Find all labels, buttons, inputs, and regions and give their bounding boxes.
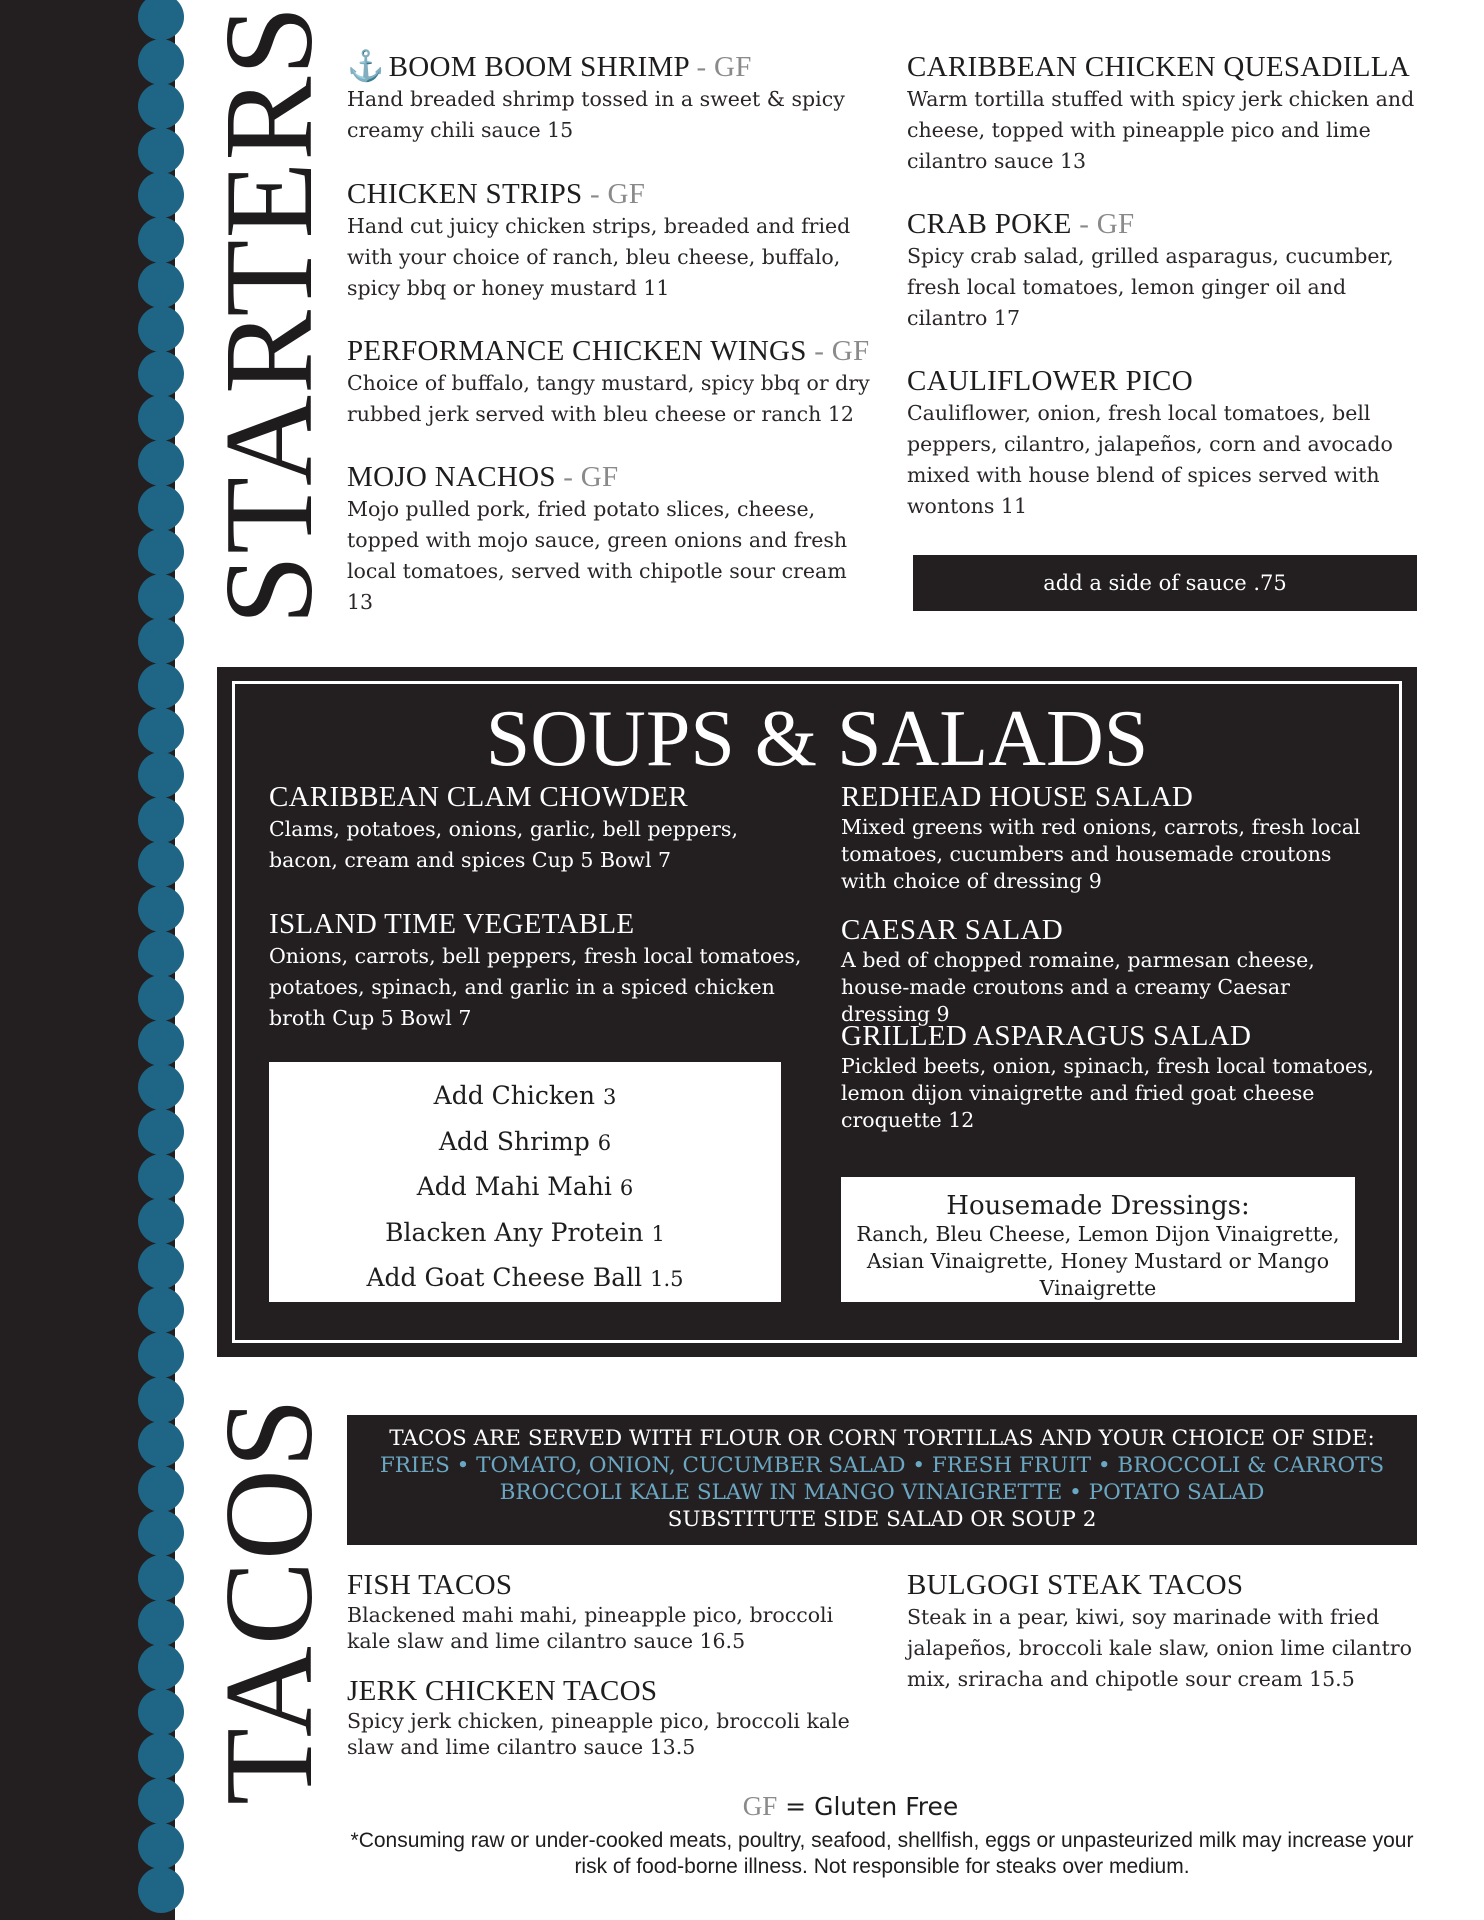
item-name: MOJO NACHOS (347, 461, 556, 493)
item-name: GRILLED ASPARAGUS SALAD (841, 1020, 1252, 1052)
dot-ornament (138, 1867, 184, 1913)
dot-ornament (138, 1555, 184, 1601)
tacos-heading: TACOS (200, 1397, 339, 1805)
item-description: Hand cut juicy chicken strips, breaded and fried with your choice of ranch, bleu cheese, buffalo, spicy bbq or honey mustard 11 (347, 214, 851, 300)
item-description: Mixed greens with red onions, carrots, fresh local tomatoes, cucumbers and housemade croutons with choice of dressing 9 (841, 815, 1361, 893)
addon-label: Add Goat Cheese Ball (366, 1263, 643, 1292)
dot-ornament (138, 1644, 184, 1690)
dot-ornament (138, 1823, 184, 1869)
tacos-intro: TACOS ARE SERVED WITH FLOUR OR CORN TORTILLAS AND YOUR CHOICE OF SIDE: (389, 1426, 1375, 1451)
dot-ornament (138, 841, 184, 887)
dot-ornament (138, 663, 184, 709)
dot-ornament (138, 1377, 184, 1423)
item-description: Clams, potatoes, onions, garlic, bell peppers, bacon, cream and spices Cup 5 Bowl 7 (269, 817, 738, 872)
addon-label: Add Shrimp (438, 1126, 590, 1156)
dressings-list: Ranch, Bleu Cheese, Lemon Dijon Vinaigrette, Asian Vinaigrette, Honey Mustard or Mango Vinaigrette (856, 1222, 1340, 1300)
starter-item (907, 50, 1427, 177)
dressings-box (841, 1177, 1355, 1302)
addon-price: 1 (651, 1221, 665, 1246)
dot-ornament (138, 485, 184, 531)
item-description: Spicy jerk chicken, pineapple pico, broccoli kale slaw and lime cilantro sauce 13.5 (347, 1709, 850, 1759)
item-name: REDHEAD HOUSE SALAD (841, 781, 1194, 813)
addon-price: 6 (597, 1130, 612, 1155)
item-name: JERK CHICKEN TACOS (347, 1675, 658, 1707)
addon-price: 6 (619, 1176, 634, 1200)
dot-ornament (138, 1109, 184, 1155)
dot-ornament (138, 306, 184, 352)
item-name: CAULIFLOWER PICO (907, 365, 1193, 397)
tacos-sides-line: BROCCOLI KALE SLAW IN MANGO VINAIGRETTE • POTATO SALAD (499, 1480, 1265, 1505)
dot-ornament (138, 886, 184, 932)
dot-ornament (138, 1020, 184, 1066)
dot-ornament (138, 1154, 184, 1200)
soup-item (269, 907, 809, 1034)
starters-heading: STARTERS (200, 4, 339, 625)
item-description: Mojo pulled pork, fried potato slices, cheese, topped with mojo sauce, green onions and fresh local tomatoes, served with chipotle sour cream 13 (347, 497, 848, 614)
addon-label: Add Mahi Mahi (416, 1172, 612, 1201)
item-name: PERFORMANCE CHICKEN WINGS (347, 335, 807, 367)
dot-ornament (138, 574, 184, 620)
dot-ornament (138, 1332, 184, 1378)
dot-ornament (138, 1064, 184, 1110)
anchor-icon: ⚓ (347, 50, 385, 83)
dot-ornament (138, 39, 184, 85)
starter-item (347, 334, 877, 430)
dot-ornament (138, 1198, 184, 1244)
item-description: Cauliflower, onion, fresh local tomatoes, bell peppers, cilantro, jalapeños, corn and avocado mixed with house blend of spices served with wontons 11 (907, 401, 1393, 518)
tacos-sides-box (347, 1415, 1417, 1545)
starter-item (907, 364, 1427, 522)
gf-tag: - GF (1071, 208, 1135, 240)
salad-item (841, 913, 1381, 1028)
dot-ornament (138, 1600, 184, 1646)
item-description: Blackened mahi mahi, pineapple pico, broccoli kale slaw and lime cilantro sauce 16.5 (347, 1603, 834, 1653)
dot-ornament (138, 618, 184, 664)
addon-row (269, 1256, 781, 1302)
soups-salads-panel (217, 667, 1417, 1357)
dot-ornament (138, 128, 184, 174)
item-name: CAESAR SALAD (841, 914, 1063, 946)
gluten-free-key (0, 1790, 1484, 1823)
gf-meaning: = Gluten Free (777, 1792, 959, 1821)
dot-ornament (138, 1243, 184, 1289)
item-name: CARIBBEAN CHICKEN QUESADILLA (907, 51, 1410, 83)
dot-ornament (138, 440, 184, 486)
dot-ornament (138, 1421, 184, 1467)
item-description: Pickled beets, onion, spinach, fresh local tomatoes, lemon dijon vinaigrette and fried goat cheese croquette 12 (841, 1054, 1375, 1132)
starter-item (347, 460, 867, 618)
item-name: BULGOGI STEAK TACOS (907, 1569, 1244, 1601)
dot-ornament (138, 0, 184, 40)
dressings-heading: Housemade Dressings: (946, 1191, 1250, 1221)
dot-ornament (138, 217, 184, 263)
dot-ornament (138, 931, 184, 977)
protein-addons-box (269, 1062, 781, 1302)
item-description: Onions, carrots, bell peppers, fresh local tomatoes, potatoes, spinach, and garlic in a spiced chicken broth Cup 5 Bowl 7 (269, 944, 802, 1030)
gf-tag: - GF (806, 335, 870, 367)
item-name: ISLAND TIME VEGETABLE (269, 908, 635, 940)
dot-column (138, 0, 186, 1920)
item-name: CARIBBEAN CLAM CHOWDER (269, 781, 689, 813)
dot-ornament (138, 1733, 184, 1779)
item-description: Warm tortilla stuffed with spicy jerk chicken and cheese, topped with pineapple pico and lime cilantro sauce 13 (907, 87, 1415, 173)
tacos-substitute: SUBSTITUTE SIDE SALAD OR SOUP 2 (667, 1507, 1097, 1532)
addon-row (269, 1120, 781, 1166)
dot-ornament (138, 351, 184, 397)
health-disclaimer: *Consuming raw or under-cooked meats, poultry, seafood, shellfish, eggs or unpasteurized milk may increase your risk of food-borne illness. Not responsible for steaks over medium. (350, 1829, 1414, 1878)
item-description: Hand breaded shrimp tossed in a sweet & spicy creamy chili sauce 15 (347, 87, 845, 142)
dot-ornament (138, 395, 184, 441)
dot-ornament (138, 262, 184, 308)
starter-item (347, 177, 867, 304)
dot-ornament (138, 1287, 184, 1333)
dot-ornament (138, 708, 184, 754)
addon-label: Blacken Any Protein (385, 1217, 644, 1247)
taco-item (347, 1568, 867, 1654)
sauce-note: add a side of sauce .75 (913, 555, 1417, 611)
item-description: A bed of chopped romaine, parmesan cheese, house-made croutons and a creamy Caesar dressing 9 (841, 948, 1315, 1026)
dot-ornament (138, 83, 184, 129)
item-name: CHICKEN STRIPS (347, 178, 583, 210)
addon-price: 1.5 (650, 1267, 684, 1291)
dot-ornament (138, 752, 184, 798)
item-name: BOOM BOOM SHRIMP (388, 51, 689, 83)
salad-item (841, 1019, 1381, 1134)
dot-ornament (138, 797, 184, 843)
taco-item (907, 1568, 1417, 1695)
salad-item (841, 780, 1381, 895)
addon-row (269, 1165, 781, 1211)
gf-tag: - GF (555, 461, 619, 493)
gf-tag: GF (742, 1791, 778, 1821)
soups-salads-title: SOUPS & SALADS (485, 695, 1149, 783)
soup-item (269, 780, 809, 876)
item-name: FISH TACOS (347, 1569, 513, 1601)
addon-row (269, 1074, 781, 1120)
gf-tag: - GF (582, 178, 646, 210)
tacos-sides-line: FRIES • TOMATO, ONION, CUCUMBER SALAD • FRESH FRUIT • BROCCOLI & CARROTS (379, 1453, 1385, 1478)
gf-tag: - GF (688, 51, 752, 83)
dot-ornament (138, 172, 184, 218)
item-name: CRAB POKE (907, 208, 1072, 240)
addon-price: 3 (602, 1085, 617, 1109)
taco-item (347, 1674, 867, 1760)
addon-label: Add Chicken (433, 1081, 595, 1110)
dot-ornament (138, 975, 184, 1021)
item-description: Choice of buffalo, tangy mustard, spicy bbq or dry rubbed jerk served with bleu cheese or ranch 12 (347, 371, 870, 426)
starter-item (907, 207, 1427, 334)
dot-ornament (138, 529, 184, 575)
starter-item (347, 50, 867, 146)
dot-ornament (138, 1510, 184, 1556)
item-description: Spicy crab salad, grilled asparagus, cucumber, fresh local tomatoes, lemon ginger oil and cilantro 17 (907, 244, 1394, 330)
dot-ornament (138, 1689, 184, 1735)
addon-row (269, 1211, 781, 1257)
item-description: Steak in a pear, kiwi, soy marinade with fried jalapeños, broccoli kale slaw, onion lime cilantro mix, sriracha and chipotle sour cream 15.5 (907, 1605, 1412, 1691)
dot-ornament (138, 1466, 184, 1512)
